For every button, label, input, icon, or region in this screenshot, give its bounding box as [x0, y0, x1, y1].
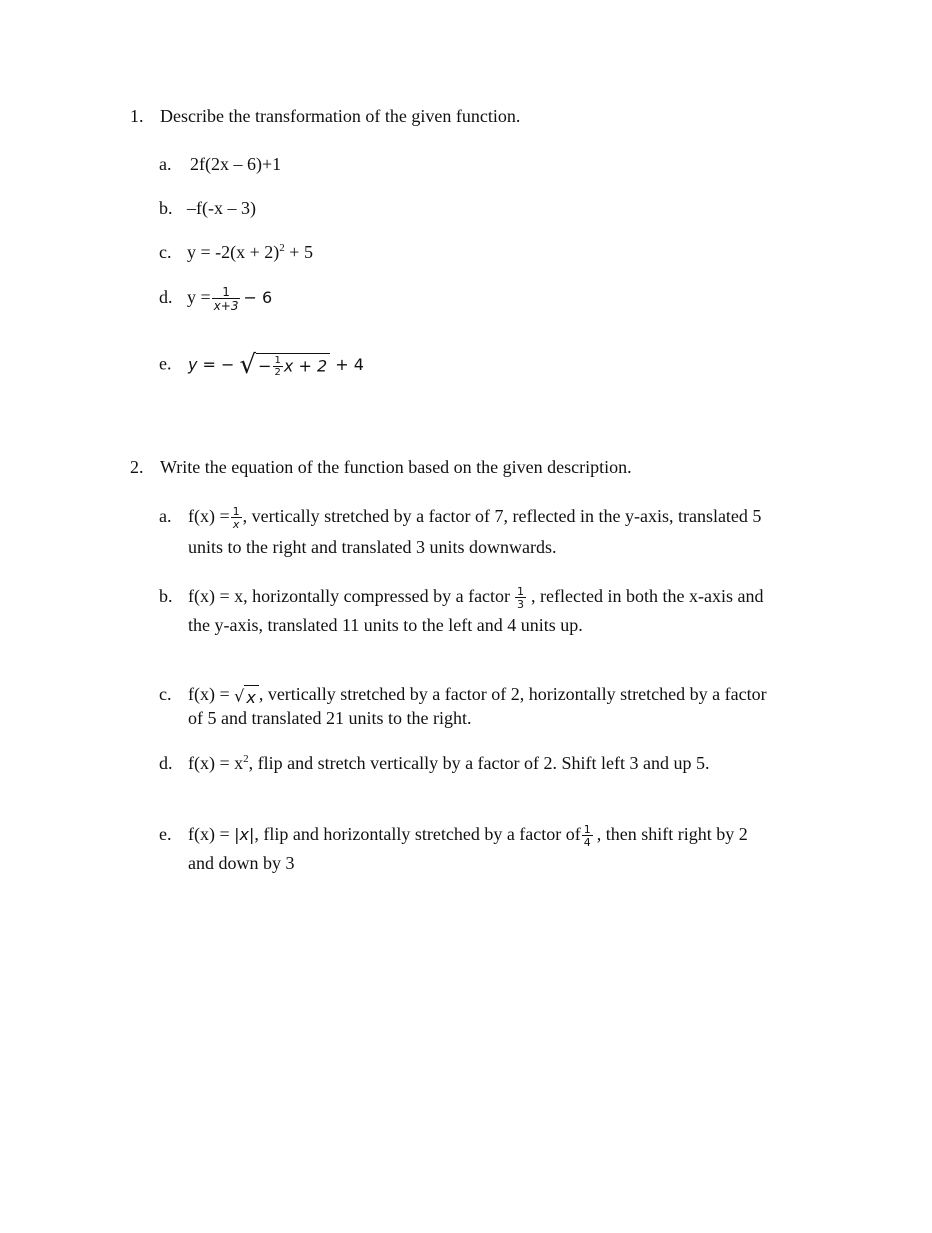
item-expression: $y = -2(x + 2)^2 + 5$ — [187, 242, 313, 262]
item-label: a. — [159, 154, 172, 174]
question-1 — [130, 106, 520, 127]
item-label: e. — [159, 353, 172, 374]
q1-item-e — [159, 350, 364, 380]
q1-item-a — [159, 154, 281, 175]
q1-item-c — [159, 242, 313, 263]
item-label: d. — [159, 753, 173, 773]
item-expression: y = − √ − $\frac{1}{2}$ x + 2 + 4 — [188, 350, 364, 380]
item-label: a. — [159, 506, 172, 527]
item-expression: –f(-x – 3) — [187, 198, 256, 218]
q2-item-a — [159, 506, 761, 530]
item-text: f(x) = |x|, flip and horizontally stretched by a factor of $\frac{1}{4}$ , then shift right by 2 — [188, 823, 748, 849]
question-prompt: Describe the transformation of the given function. — [160, 106, 521, 126]
q2-item-e — [159, 824, 748, 848]
q1-item-d — [159, 286, 272, 312]
item-expression: y = $\frac{1}{x+3}$ − 6 — [187, 285, 273, 313]
fraction: $\frac{1}{x+3}$ — [213, 285, 239, 313]
item-expression: 2f(2x – 6)+1 — [190, 154, 282, 174]
fraction: $\frac{1}{2}$ — [274, 354, 281, 378]
item-text: $f(x) = x^2$, flip and stretch vertically by a factor of 2. Shift left 3 and up 5. — [188, 753, 710, 773]
item-text: f(x) = √ x , vertically stretched by a factor of 2, horizontally stretched by a factor — [188, 684, 767, 707]
square-root: √ x — [234, 685, 259, 707]
question-prompt: Write the equation of the function based on the given description. — [160, 457, 632, 477]
q2-item-e-cont: and down by 3 — [188, 853, 295, 873]
item-text: f(x) = $\frac{1}{x}$ , vertically stretched by a factor of 7, reflected in the y-axis, translated 5 — [188, 505, 762, 531]
fraction: $\frac{1}{3}$ — [517, 585, 525, 611]
q2-item-c — [159, 684, 767, 707]
q2-item-c-cont: of 5 and translated 21 units to the right. — [188, 708, 472, 728]
item-label: b. — [159, 198, 173, 218]
item-label: b. — [159, 586, 173, 607]
item-label: e. — [159, 824, 172, 845]
q2-item-a-cont: units to the right and translated 3 units downwards. — [188, 537, 557, 557]
question-number: 1. — [130, 106, 144, 126]
fraction: $\frac{1}{x}$ — [232, 505, 240, 531]
q2-item-d — [159, 753, 710, 774]
square-root: √ − $\frac{1}{2}$ x + 2 — [240, 350, 331, 380]
q1-item-b — [159, 198, 256, 219]
fraction: $\frac{1}{4}$ — [583, 823, 591, 849]
question-2 — [130, 457, 632, 478]
question-number: 2. — [130, 457, 144, 477]
item-label: c. — [159, 242, 172, 262]
item-label: d. — [159, 287, 173, 308]
item-label: c. — [159, 684, 172, 704]
q2-item-b — [159, 586, 763, 610]
item-text: f(x) = x, horizontally compressed by a factor $\frac{1}{3}$ , reflected in both the x-axis and — [188, 585, 764, 611]
q2-item-b-cont: the y-axis, translated 11 units to the left and 4 units up. — [188, 615, 583, 635]
